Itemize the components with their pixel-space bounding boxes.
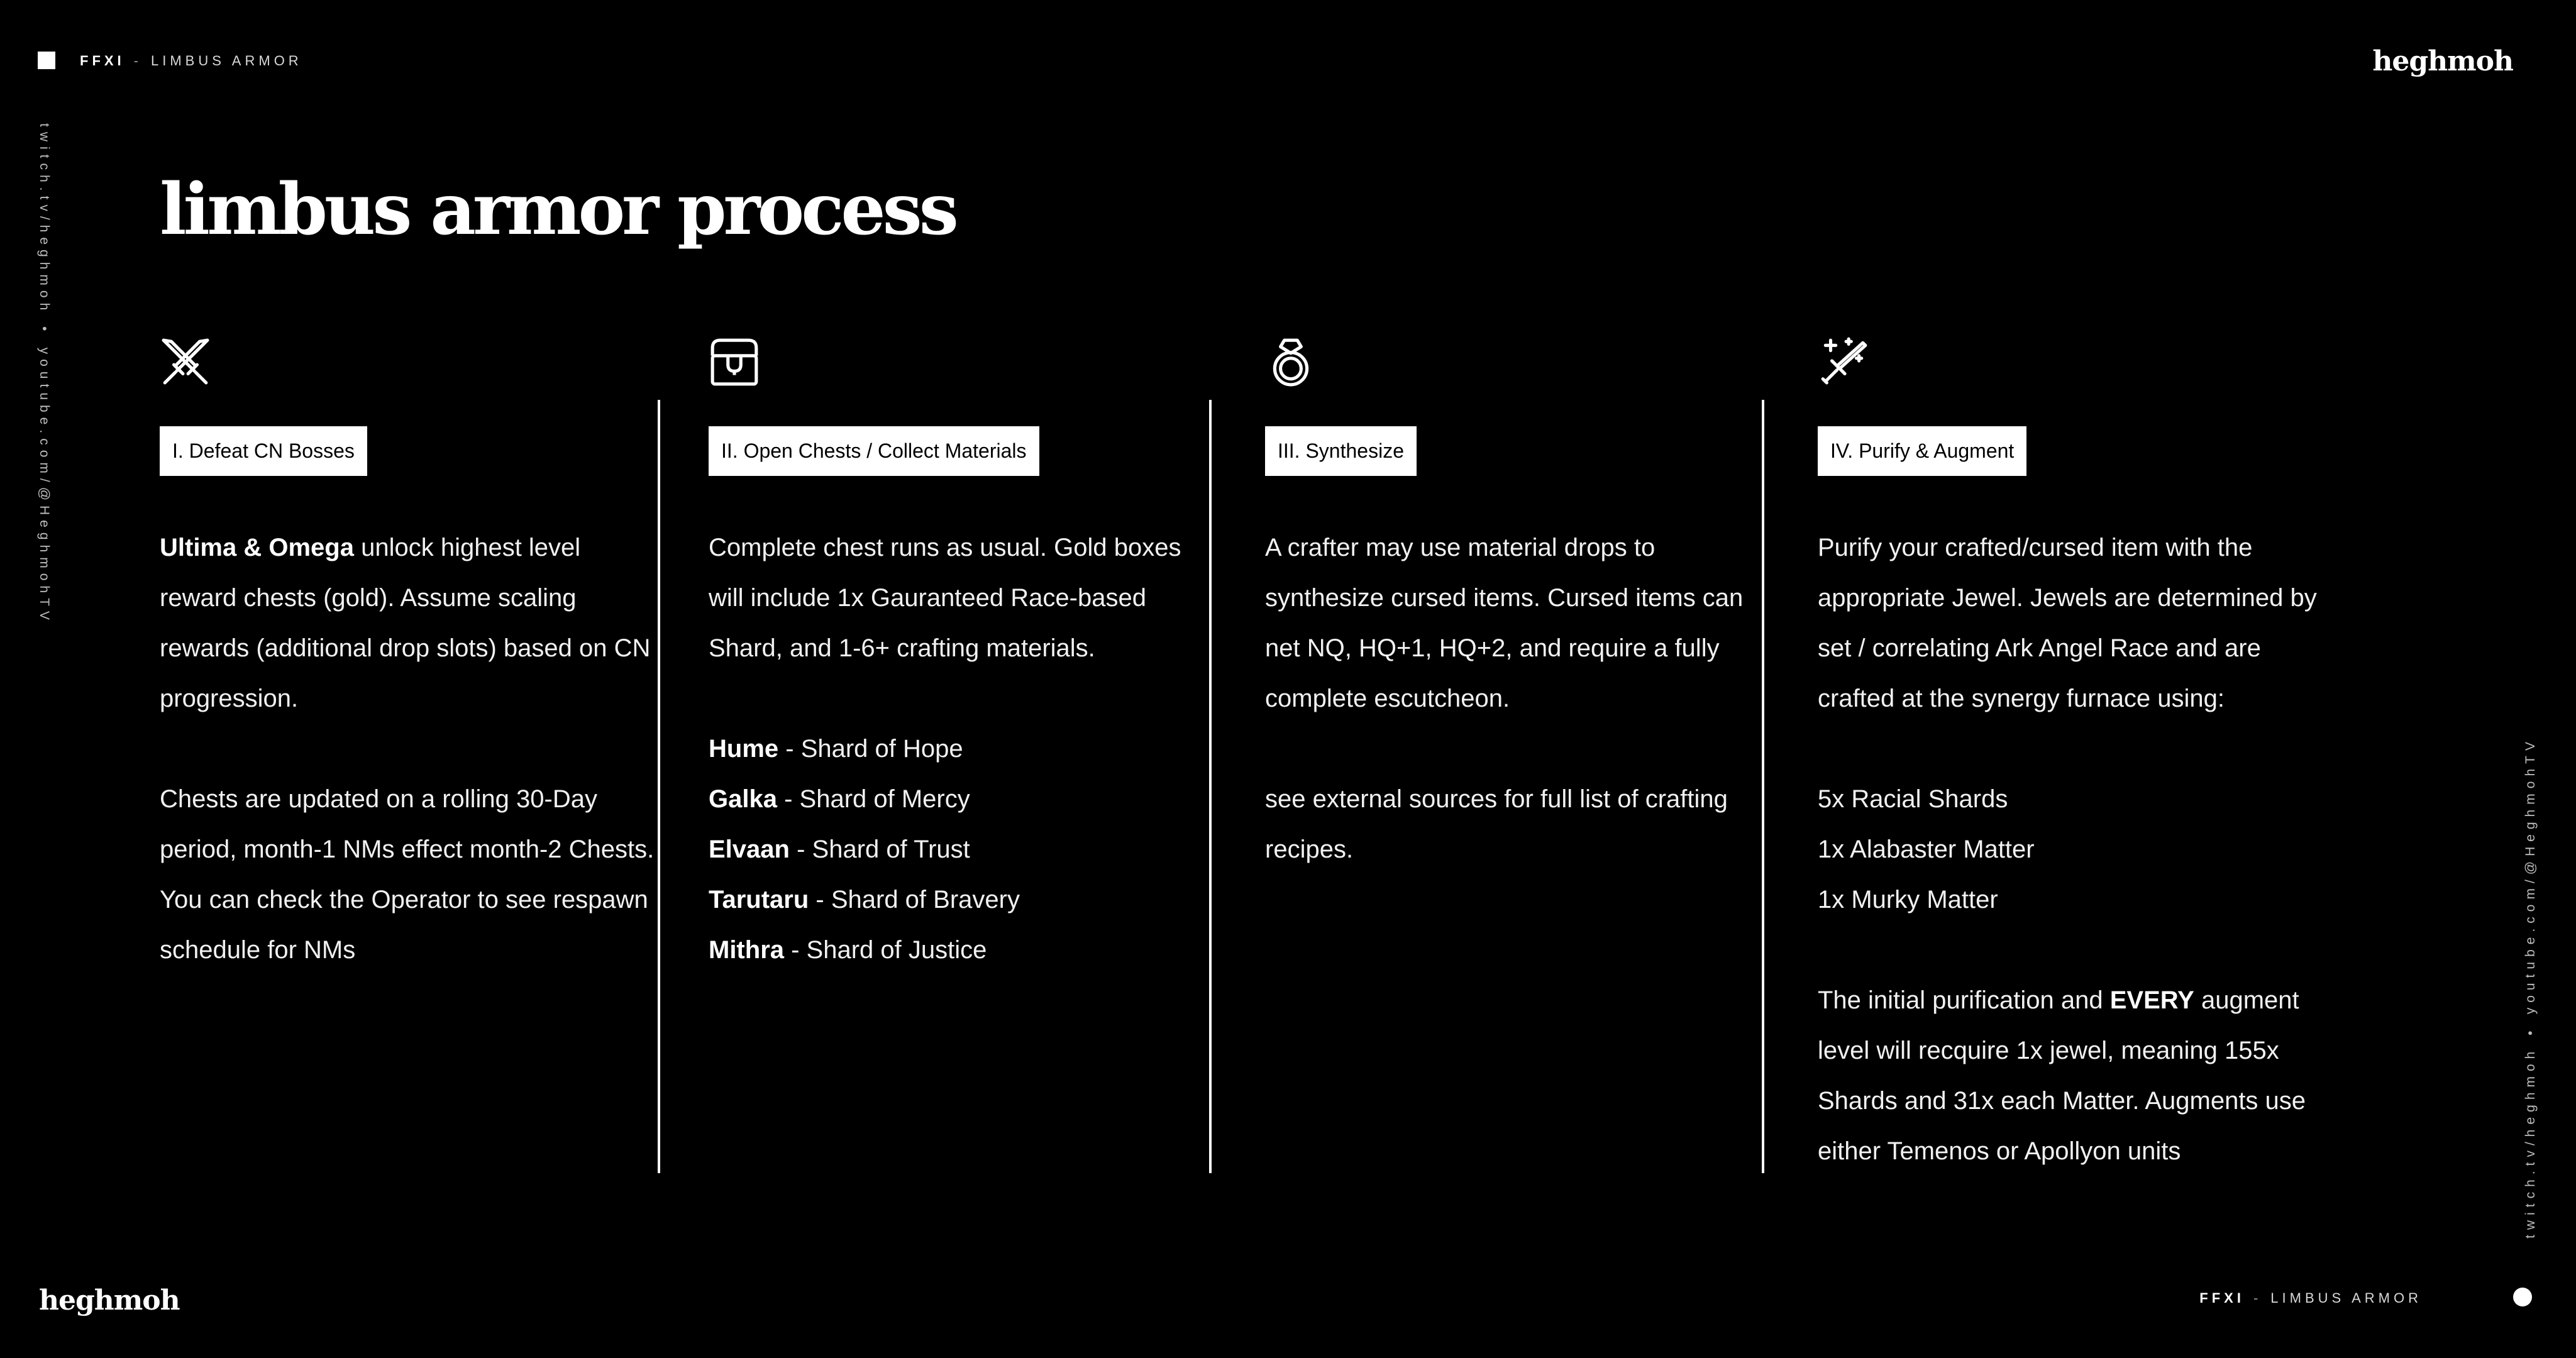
header-separator: - (133, 53, 142, 69)
step-paragraph: Chests are updated on a rolling 30-Day period, month-1 NMs effect month-2 Chests. You can check the Operator to see respawn schedule for NMs (160, 785, 655, 964)
step-column-2 (709, 336, 1212, 975)
side-links-left (36, 123, 52, 625)
footer-game: FFXI (2199, 1290, 2245, 1306)
paragraph-gap (1265, 724, 1768, 774)
step-paragraph: Purify your crafted/cursed item with the appropriate Jewel. Jewels are determined by set / correlating Ark Angel Race and are crafted at the synergy furnace using: (1818, 534, 2317, 712)
shard-name: - Shard of Bravery (809, 886, 1020, 914)
shard-item (709, 925, 1212, 975)
step-column-1 (160, 336, 663, 975)
youtube-link[interactable]: youtube.com/@HeghmohTV (37, 347, 52, 625)
bold-term: Ultima & Omega (160, 534, 354, 561)
magic-sword-icon (1818, 336, 1869, 388)
shard-name: - Shard of Mercy (777, 785, 970, 813)
side-dot: • (2523, 1025, 2538, 1035)
footer-meta (2199, 1290, 2422, 1306)
paragraph-gap (1818, 925, 2321, 975)
race-name: Hume (709, 735, 779, 763)
header-meta (80, 53, 302, 69)
step-column-4 (1818, 336, 2321, 1176)
step-body (1265, 522, 1768, 875)
brand-logo-bottom: heghmoh (39, 1284, 180, 1317)
column-divider (1209, 400, 1212, 1173)
step-body (160, 522, 663, 975)
paragraph-gap (1818, 724, 2321, 774)
shard-name: - Shard of Hope (778, 735, 963, 763)
material-item: 1x Murky Matter (1818, 886, 1998, 914)
twitch-link[interactable]: twitch.tv/heghmoh (2523, 1046, 2538, 1239)
ring-icon (1265, 336, 1317, 388)
step-label: II. Open Chests / Collect Materials (709, 426, 1039, 476)
step-paragraph (160, 522, 663, 724)
paragraph-gap (709, 673, 1212, 724)
step-column-3 (1265, 336, 1768, 875)
shard-item (709, 724, 1212, 774)
footer-separator: - (2253, 1290, 2262, 1306)
step-body (709, 522, 1212, 975)
paragraph-text: augment level will recquire 1x jewel, meaning 155x Shards and 31x each Matter. Augments use either Temenos or Apollyon units (1818, 986, 2306, 1165)
race-name: Elvaan (709, 836, 790, 863)
footer-subtitle: LIMBUS ARMOR (2270, 1290, 2422, 1306)
twitch-link[interactable]: twitch.tv/heghmoh (37, 123, 52, 316)
shard-item (709, 774, 1212, 824)
youtube-link[interactable]: youtube.com/@HeghmohTV (2523, 737, 2538, 1015)
header-subtitle: LIMBUS ARMOR (151, 53, 302, 69)
side-links-right (2523, 737, 2538, 1239)
bold-term: EVERY (2109, 986, 2194, 1014)
corner-square (38, 52, 55, 69)
paragraph-text: unlock highest level reward chests (gold). Assume scaling rewards (additional drop slots) based on CN progression. (160, 534, 651, 712)
material-item: 5x Racial Shards (1818, 785, 2008, 813)
corner-circle (2513, 1288, 2532, 1306)
step-paragraph: Complete chest runs as usual. Gold boxes will include 1x Gauranteed Race-based Shard, and 1-6+ crafting materials. (709, 534, 1181, 662)
crossed-swords-icon (160, 336, 211, 388)
paragraph-gap (160, 724, 663, 774)
race-name: Mithra (709, 936, 784, 964)
brand-logo-top: heghmoh (2372, 45, 2513, 77)
shard-name: - Shard of Justice (784, 936, 987, 964)
shard-item (709, 824, 1212, 875)
step-label: IV. Purify & Augment (1818, 426, 2026, 476)
column-divider (1762, 400, 1764, 1173)
header-game: FFXI (80, 53, 125, 69)
step-paragraph (1818, 975, 2321, 1176)
paragraph-text: The initial purification and (1818, 986, 2110, 1014)
race-name: Tarutaru (709, 886, 809, 914)
shard-item (709, 875, 1212, 925)
step-paragraph: A crafter may use material drops to synthesize cursed items. Cursed items can net NQ, HQ+1, HQ+2, and require a fully complete escutcheon. (1265, 534, 1744, 712)
step-body (1818, 522, 2321, 1176)
step-label: III. Synthesize (1265, 426, 1417, 476)
step-paragraph: see external sources for full list of crafting recipes. (1265, 785, 1728, 863)
material-item: 1x Alabaster Matter (1818, 836, 2035, 863)
treasure-chest-icon (709, 336, 760, 388)
column-divider (658, 400, 660, 1173)
side-dot: • (37, 326, 52, 336)
step-label: I. Defeat CN Bosses (160, 426, 367, 476)
page-title: limbus armor process (160, 168, 956, 251)
race-name: Galka (709, 785, 777, 813)
shard-name: - Shard of Trust (789, 836, 970, 863)
